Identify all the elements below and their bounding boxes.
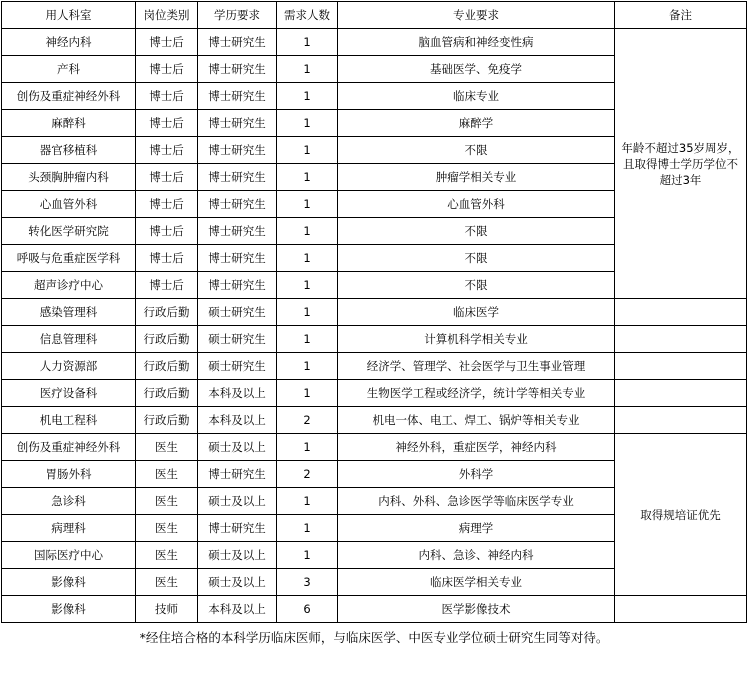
- header-remarks: 备注: [615, 2, 747, 29]
- remark-doctor: 取得规培证优先: [615, 434, 747, 596]
- cell-count: 1: [277, 488, 338, 515]
- cell-category: 技师: [136, 596, 198, 623]
- cell-major: 生物医学工程或经济学，统计学等相关专业: [338, 380, 615, 407]
- cell-major: 麻醉学: [338, 110, 615, 137]
- cell-major: 计算机科学相关专业: [338, 326, 615, 353]
- table-row: [2, 407, 747, 434]
- cell-department: 影像科: [2, 596, 136, 623]
- cell-department: 机电工程科: [2, 407, 136, 434]
- cell-category: 博士后: [136, 83, 198, 110]
- cell-count: 1: [277, 218, 338, 245]
- cell-major: 临床医学: [338, 299, 615, 326]
- table-row: [2, 29, 747, 56]
- cell-category: 医生: [136, 461, 198, 488]
- cell-education: 本科及以上: [198, 596, 277, 623]
- cell-category: 博士后: [136, 164, 198, 191]
- cell-category: 博士后: [136, 218, 198, 245]
- cell-education: 硕士研究生: [198, 299, 277, 326]
- cell-category: 医生: [136, 434, 198, 461]
- cell-education: 硕士及以上: [198, 434, 277, 461]
- cell-major: 肿瘤学相关专业: [338, 164, 615, 191]
- cell-major: 经济学、管理学、社会医学与卫生事业管理: [338, 353, 615, 380]
- cell-category: 医生: [136, 542, 198, 569]
- cell-education: 博士研究生: [198, 245, 277, 272]
- cell-category: 博士后: [136, 245, 198, 272]
- cell-category: 博士后: [136, 56, 198, 83]
- cell-count: 1: [277, 272, 338, 299]
- cell-category: 医生: [136, 488, 198, 515]
- cell-remark-empty: [615, 380, 747, 407]
- cell-category: 博士后: [136, 191, 198, 218]
- cell-category: 行政后勤: [136, 326, 198, 353]
- header-major: 专业要求: [338, 2, 615, 29]
- cell-department: 超声诊疗中心: [2, 272, 136, 299]
- cell-major: 内科、急诊、神经内科: [338, 542, 615, 569]
- cell-department: 呼吸与危重症医学科: [2, 245, 136, 272]
- cell-count: 1: [277, 515, 338, 542]
- cell-remark-empty: [615, 353, 747, 380]
- header-count: 需求人数: [277, 2, 338, 29]
- cell-education: 本科及以上: [198, 380, 277, 407]
- cell-count: 1: [277, 29, 338, 56]
- header-department: 用人科室: [2, 2, 136, 29]
- cell-major: 基础医学、免疫学: [338, 56, 615, 83]
- cell-major: 临床专业: [338, 83, 615, 110]
- cell-count: 1: [277, 137, 338, 164]
- footnote: *经住培合格的本科学历临床医师，与临床医学、中医专业学位硕士研究生同等对待。: [2, 623, 747, 652]
- table-row: [2, 380, 747, 407]
- cell-education: 博士研究生: [198, 164, 277, 191]
- cell-education: 硕士研究生: [198, 353, 277, 380]
- cell-count: 1: [277, 191, 338, 218]
- cell-department: 信息管理科: [2, 326, 136, 353]
- cell-category: 行政后勤: [136, 407, 198, 434]
- cell-major: 机电一体、电工、焊工、锅炉等相关专业: [338, 407, 615, 434]
- cell-department: 产科: [2, 56, 136, 83]
- cell-education: 博士研究生: [198, 110, 277, 137]
- footnote-row: [2, 623, 747, 652]
- cell-department: 病理科: [2, 515, 136, 542]
- cell-major: 病理学: [338, 515, 615, 542]
- cell-category: 行政后勤: [136, 299, 198, 326]
- cell-department: 感染管理科: [2, 299, 136, 326]
- table-row: [2, 434, 747, 461]
- cell-education: 硕士及以上: [198, 488, 277, 515]
- cell-department: 神经内科: [2, 29, 136, 56]
- table-row: [2, 299, 747, 326]
- cell-major: 神经外科，重症医学，神经内科: [338, 434, 615, 461]
- cell-education: 硕士及以上: [198, 569, 277, 596]
- cell-education: 博士研究生: [198, 56, 277, 83]
- cell-remark-empty: [615, 407, 747, 434]
- cell-department: 急诊科: [2, 488, 136, 515]
- cell-department: 麻醉科: [2, 110, 136, 137]
- cell-department: 胃肠外科: [2, 461, 136, 488]
- cell-major: 不限: [338, 272, 615, 299]
- cell-education: 博士研究生: [198, 272, 277, 299]
- cell-count: 1: [277, 542, 338, 569]
- cell-major: 不限: [338, 245, 615, 272]
- cell-education: 博士研究生: [198, 83, 277, 110]
- cell-department: 创伤及重症神经外科: [2, 434, 136, 461]
- table-row: [2, 326, 747, 353]
- cell-category: 行政后勤: [136, 380, 198, 407]
- header-category: 岗位类别: [136, 2, 198, 29]
- cell-education: 博士研究生: [198, 191, 277, 218]
- cell-education: 硕士研究生: [198, 326, 277, 353]
- cell-education: 硕士及以上: [198, 542, 277, 569]
- recruitment-table: [1, 1, 747, 651]
- cell-category: 医生: [136, 569, 198, 596]
- cell-major: 医学影像技术: [338, 596, 615, 623]
- cell-major: 脑血管病和神经变性病: [338, 29, 615, 56]
- cell-remark-empty: [615, 326, 747, 353]
- cell-count: 2: [277, 461, 338, 488]
- cell-category: 博士后: [136, 110, 198, 137]
- cell-education: 博士研究生: [198, 515, 277, 542]
- cell-department: 创伤及重症神经外科: [2, 83, 136, 110]
- cell-count: 2: [277, 407, 338, 434]
- cell-education: 博士研究生: [198, 218, 277, 245]
- cell-count: 3: [277, 569, 338, 596]
- cell-remark-empty: [615, 596, 747, 623]
- header-education: 学历要求: [198, 2, 277, 29]
- cell-count: 1: [277, 83, 338, 110]
- cell-count: 1: [277, 434, 338, 461]
- cell-department: 心血管外科: [2, 191, 136, 218]
- cell-education: 博士研究生: [198, 137, 277, 164]
- cell-major: 内科、外科、急诊医学等临床医学专业: [338, 488, 615, 515]
- cell-department: 医疗设备科: [2, 380, 136, 407]
- cell-department: 转化医学研究院: [2, 218, 136, 245]
- cell-category: 博士后: [136, 272, 198, 299]
- cell-count: 1: [277, 56, 338, 83]
- cell-major: 临床医学相关专业: [338, 569, 615, 596]
- cell-count: 1: [277, 245, 338, 272]
- cell-category: 行政后勤: [136, 353, 198, 380]
- cell-count: 1: [277, 380, 338, 407]
- cell-major: 不限: [338, 137, 615, 164]
- cell-count: 6: [277, 596, 338, 623]
- table-row: [2, 353, 747, 380]
- cell-count: 1: [277, 110, 338, 137]
- table-row: [2, 596, 747, 623]
- cell-education: 本科及以上: [198, 407, 277, 434]
- cell-count: 1: [277, 326, 338, 353]
- cell-department: 头颈胸肿瘤内科: [2, 164, 136, 191]
- cell-major: 外科学: [338, 461, 615, 488]
- cell-department: 影像科: [2, 569, 136, 596]
- cell-count: 1: [277, 353, 338, 380]
- cell-education: 博士研究生: [198, 461, 277, 488]
- cell-category: 医生: [136, 515, 198, 542]
- cell-department: 器官移植科: [2, 137, 136, 164]
- header-row: [2, 2, 747, 29]
- cell-major: 不限: [338, 218, 615, 245]
- cell-major: 心血管外科: [338, 191, 615, 218]
- cell-category: 博士后: [136, 29, 198, 56]
- cell-category: 博士后: [136, 137, 198, 164]
- cell-count: 1: [277, 299, 338, 326]
- cell-remark-empty: [615, 299, 747, 326]
- remark-postdoc: 年龄不超过35岁周岁，且取得博士学历学位不超过3年: [615, 29, 747, 299]
- cell-department: 人力资源部: [2, 353, 136, 380]
- cell-department: 国际医疗中心: [2, 542, 136, 569]
- cell-education: 博士研究生: [198, 29, 277, 56]
- cell-count: 1: [277, 164, 338, 191]
